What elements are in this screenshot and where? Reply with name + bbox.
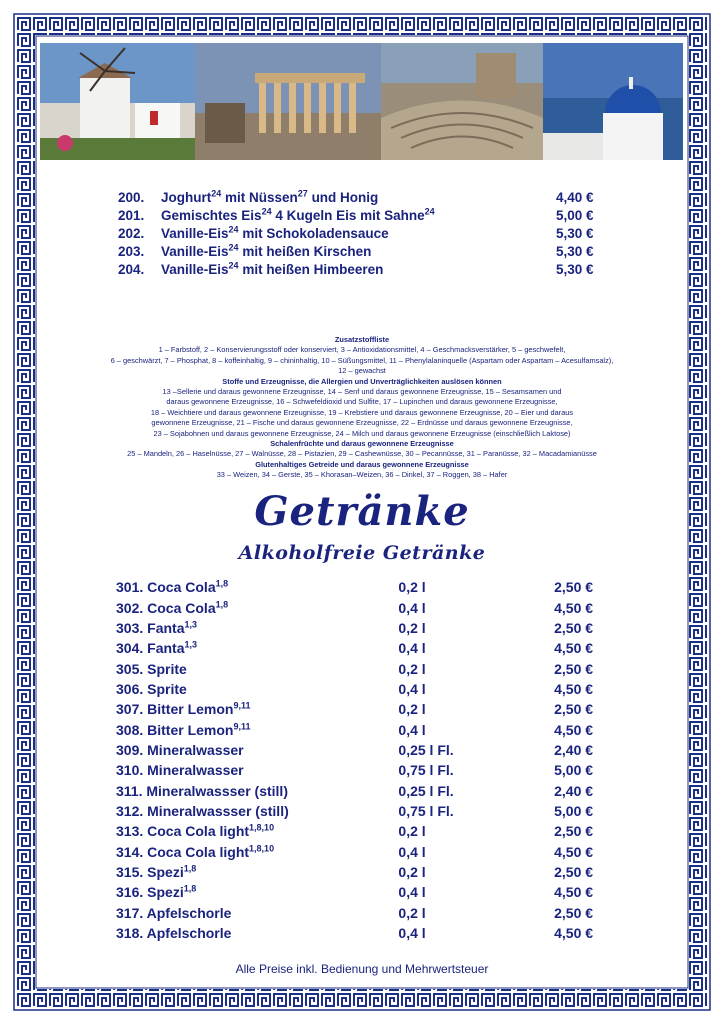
gluten-heading: Glutenhaltiges Getreide und daraus gewonnene Erzeugnisse: [255, 459, 469, 469]
list-item: 201. Gemischtes Eis$^{24}$ 4 Kugeln Eis mit Sahne$^{24}$ 5,00 €: [118, 206, 594, 223]
list-item: 203. Vanille-Eis$^{24}$ mit heißen Kirschen 5,30 €: [118, 242, 594, 259]
list-item: 303. Fanta$^{1,3}$ 0,2 l 2,50 €: [116, 619, 594, 636]
theater-photo: [381, 43, 543, 160]
dessert-list: [118, 190, 608, 280]
photo-banner: [40, 43, 683, 160]
list-item: 315. Spezi$^{1,8}$ 0,2 l 2,50 €: [116, 863, 594, 880]
list-item: 317. Apfelschorle 0,2 l 2,50 €: [116, 904, 594, 921]
list-item: 313. Coca Cola light$^{1,8,10}$ 0,2 l 2,50 €: [116, 822, 594, 840]
list-item: 318. Apfelschorle 0,4 l 4,50 €: [116, 925, 594, 942]
list-item: 301. Coca Cola$^{1,8}$ 0,2 l 2,50 €: [116, 578, 594, 596]
list-item: 316. Spezi$^{1,8}$ 0,4 l 4,50 €: [116, 883, 594, 901]
list-item: 202. Vanille-Eis$^{24}$ mit Schokoladensauce 5,30 €: [118, 224, 594, 241]
allergens-heading: Stoffe und Erzeugnisse, die Allergien und Unverträglichkeiten auslösen können: [222, 376, 502, 386]
list-item: 314. Coca Cola light$^{1,8,10}$ 0,4 l 4,50 €: [116, 842, 594, 860]
chapel-photo: [543, 43, 683, 160]
list-item: 204. Vanille-Eis$^{24}$ mit heißen Himbeeren 5,30 €: [118, 260, 594, 277]
page-title: Getränke: [254, 488, 470, 535]
list-item: 302. Coca Cola$^{1,8}$ 0,4 l 4,50 €: [116, 598, 594, 616]
list-item: 306. Sprite 0,4 l 4,50 €: [116, 680, 594, 697]
additives-legend: Zusatzstoffliste 1 – Farbstoff, 2 – Konservierungsstoff oder konserviert, 3 – Antioxidationsmittel, 4 – Geschmacksverstärker, 5 – geschwefelt, 6 – geschwärzt, 7 – Phosphat, 8 – koffeinhaltig, 9 – chininhaltig, 10 – Süßungsmittel, 11 – Phenylalaninquelle (Aspartam oder Aspartam – Acesulfamsalz), 12 – gewachst Stoffe und Erzeugnisse, die Allergien und Unverträglichkeiten auslösen können 13 –Sellerie und daraus gewonnene Erzeugnisse, 14 – Senf und daraus gewonnene Erzeugnisse, 15 – Sesamsamen und daraus gewonnene Erzeugnisse, 16 – Schwefeldioxid und Sulfite, 17 – Lupinchen und daraus gewonnene Erzeugnisse, 18 – Weichtiere und daraus gewonnene Erzeugnisse, 19 – Krebstiere und daraus gewonnene Erzeugnisse, 20 – Eier und daraus gewonnene Erzeugnisse, 21 – Fische und daraus gewonnene Erzeugnisse, 22 – Erdnüsse und daraus gewonnene Erzeugnisse, 23 – Sojabohnen und daraus gewonnene Erzeugnisse, 24 – Milch und daraus gewonnene Erzeugnisse (einschließlich Laktose) Schalenfrüchte und daraus gewonnene Erzeugnisse 25 – Mandeln, 26 – Haselnüsse, 27 – Walnüsse, 28 – Pistazien, 29 – Cashewnüsse, 30 – Pecannüsse, 31 – Paranüsse, 32 – Macadamianüsse Glutenhaltiges Getreide und daraus gewonnene Erzeugnisse 33 – Weizen, 34 – Gerste, 35 – Khorasan–Weizen, 36 – Dinkel, 37 – Roggen, 38 – Hafer: [50, 335, 674, 481]
list-item: 310. Mineralwasser 0,75 l Fl. 5,00 €: [116, 762, 594, 779]
list-item: 308. Bitter Lemon$^{9,11}$ 0,4 l 4,50 €: [116, 720, 594, 738]
price-footnote: Alle Preise inkl. Bedienung und Mehrwertsteuer: [235, 962, 489, 976]
windmill-photo: [40, 43, 195, 160]
list-item: 200. Joghurt$^{24}$ mit Nüssen$^{27}$ und Honig 4,40 €: [118, 188, 594, 205]
list-item: 311. Mineralwassser (still) 0,25 l Fl. 2,40 €: [116, 782, 594, 799]
list-item: 305. Sprite 0,2 l 2,50 €: [116, 660, 594, 677]
temple-photo: [195, 43, 381, 160]
section-subtitle: Alkoholfreie Getränke: [238, 542, 486, 564]
list-item: 307. Bitter Lemon$^{9,11}$ 0,2 l 2,50 €: [116, 700, 594, 718]
nuts-heading: Schalenfrüchte und daraus gewonnene Erzeugnisse: [270, 439, 454, 449]
list-item: 309. Mineralwasser 0,25 l Fl. 2,40 €: [116, 741, 594, 758]
list-item: 312. Mineralwassser (still) 0,75 l Fl. 5,00 €: [116, 802, 594, 819]
additives-heading: Zusatzstoffliste: [334, 335, 390, 344]
list-item: 304. Fanta$^{1,3}$ 0,4 l 4,50 €: [116, 639, 594, 657]
drinks-list: [116, 577, 606, 943]
